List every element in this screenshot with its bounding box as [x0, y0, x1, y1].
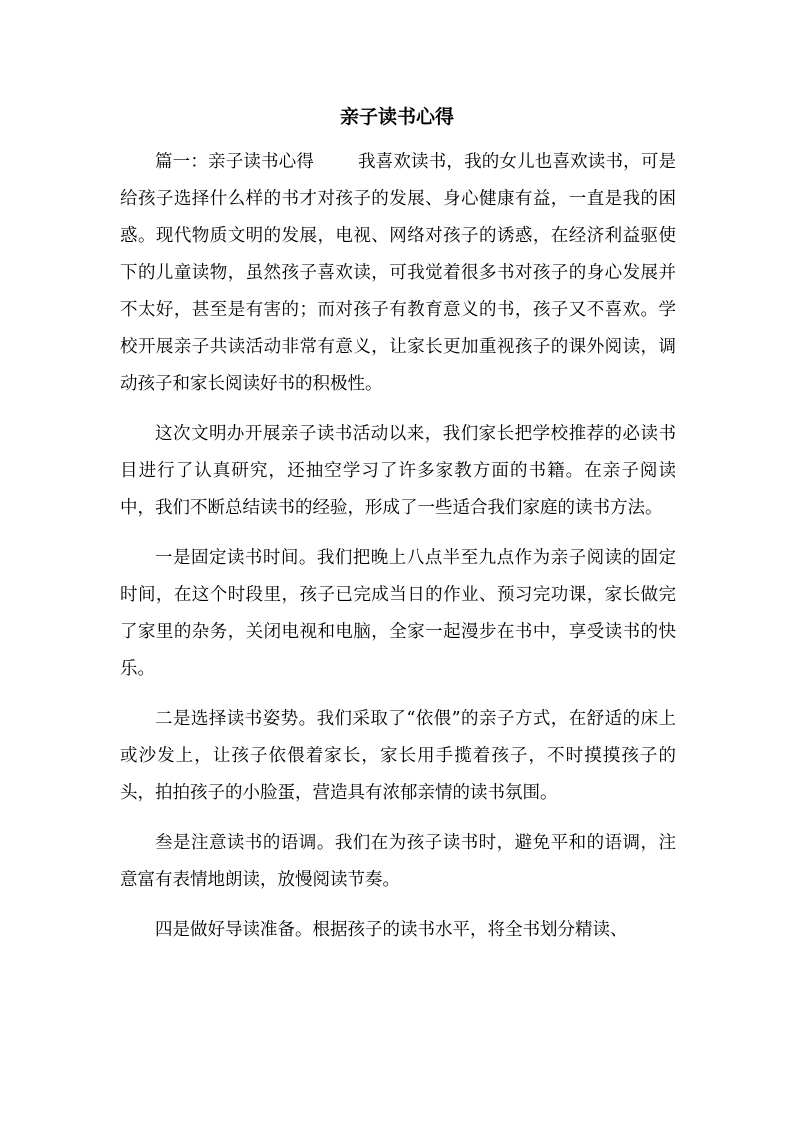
document-title: 亲子读书心得 — [339, 106, 454, 128]
paragraph: 一是固定读书时间。我们把晚上八点半至九点作为亲子阅读的固定时间，在这个时段里，孩子已完成当日的作业、预习完功课，家长做完了家里的杂务，关闭电视和电脑，全家一起漫步在书中，享受读书的快乐。 — [120, 548, 676, 679]
paragraph: 四是做好导读准备。根据孩子的读书水平，将全书划分精读、 — [155, 920, 628, 940]
paragraph-intro — [120, 144, 676, 403]
document-body — [120, 144, 676, 962]
paragraph: 这次文明办开展亲子读书活动以来，我们家长把学校推荐的必读书目进行了认真研究，还抽空学习了许多家教方面的书籍。在亲子阅读中，我们不断总结读书的经验，形成了一些适合我们家庭的读书方法。 — [120, 424, 676, 518]
paragraph: 二是选择读书姿势。我们采取了“依偎”的亲子方式，在舒适的床上或沙发上，让孩子依偎着家长，家长用手揽着孩子，不时摸摸孩子的头，拍拍孩子的小脸蛋，营造具有浓郁亲情的读书氛围。 — [120, 709, 676, 803]
intro-text: 我喜欢读书，我的女儿也喜欢读书，可是给孩子选择什么样的书才对孩子的发展、身心健康有益，一直是我的困惑。现代物质文明的发展，电视、网络对孩子的诱惑，在经济利益驱使下的儿童读物，虽然孩子喜欢读，可我觉着很多书对孩子的身心发展并不太好，甚至是有害的；而对孩子有教育意义的书，孩子又不喜欢。学校开展亲子共读活动非常有意义，让家长更加重视孩子的课外阅读，调动孩子和家长阅读好书的积极性。 — [120, 152, 677, 394]
paragraph: 叁是注意读书的语调。我们在为孩子读书时，避免平和的语调，注意富有表情地朗读，放慢阅读节奏。 — [120, 833, 676, 890]
intro-lead: 篇一：亲子读书心得 — [155, 152, 315, 172]
